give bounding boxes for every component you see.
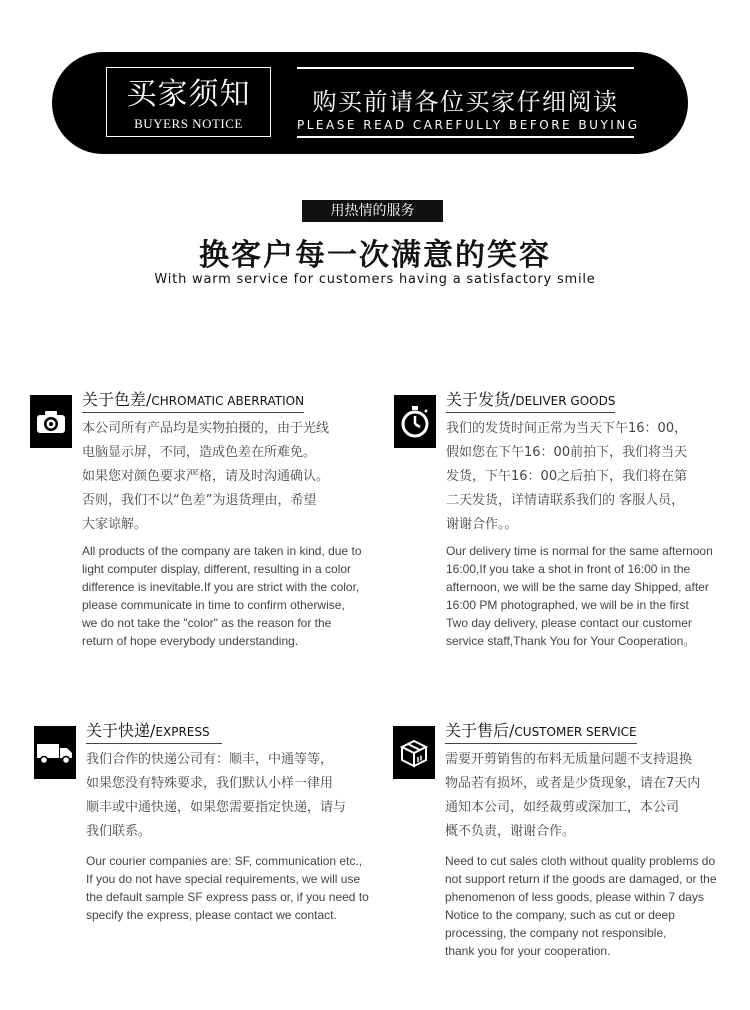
camera-icon — [30, 395, 72, 448]
section-body-en — [82, 542, 382, 650]
body-line: Need to cut sales cloth without quality problems do — [445, 854, 716, 868]
body-line: 否则，我们不以“色差”为退货理由，希望 — [82, 493, 317, 508]
section-title-en: CUSTOMER SERVICE — [514, 725, 637, 739]
section-body-cn — [86, 748, 376, 844]
section-body-en — [446, 542, 746, 650]
body-line: we do not take the "color" as the reason for the — [82, 616, 332, 630]
body-line: Two day delivery, please contact our customer — [446, 616, 692, 630]
section-body-en — [445, 852, 745, 960]
body-line: 16:00 PM photographed, we will be in the first — [446, 598, 689, 612]
body-line: 电脑显示屏，不同，造成色差在所难免。 — [82, 445, 317, 460]
section-body-cn — [445, 748, 735, 844]
body-line: 我们合作的快递公司有：顺丰，中通等等， — [86, 752, 334, 767]
service-pill-label: 用热情的服务 — [302, 200, 443, 222]
banner-title-cn: 买家须知 — [126, 77, 251, 112]
banner-divider-top — [297, 67, 634, 69]
body-line: If you do not have special requirements, we will use — [86, 872, 361, 886]
body-line: specify the express, please contact we contact. — [86, 908, 337, 922]
section-title — [445, 718, 637, 744]
body-line: 发货，下午16：00之后拍下，我们将在第 — [446, 469, 688, 484]
body-line: return of hope everybody understanding. — [82, 634, 299, 648]
stopwatch-icon — [394, 395, 436, 448]
body-line: afternoon, we will be the same day Shipped, after — [446, 580, 709, 594]
section-body-en — [86, 852, 386, 924]
buyers-notice-banner — [52, 52, 688, 154]
body-line: 如果您没有特殊要求，我们默认小样一律用 — [86, 776, 334, 791]
section-title-cn: 关于售后/ — [445, 721, 515, 740]
section-title — [446, 387, 615, 413]
section-title — [82, 387, 304, 413]
body-line: 顺丰或中通快递，如果您需要指定快递，请与 — [86, 800, 347, 815]
body-line: 假如您在下午16：00前拍下，我们将当天 — [446, 445, 688, 460]
body-line: 本公司所有产品均是实物拍摄的，由于光线 — [82, 421, 330, 436]
body-line: thank you for your cooperation. — [445, 944, 611, 958]
body-line: All products of the company are taken in kind, due to — [82, 544, 362, 558]
body-line: phenomenon of less goods, please within 7 days — [445, 890, 704, 904]
body-line: service staff,Thank You for Your Cooperation。 — [446, 634, 696, 648]
body-line: not support return if the goods are damaged, or the — [445, 872, 717, 886]
body-line: difference is inevitable.If you are strict with the color, — [82, 580, 360, 594]
body-line: Our delivery time is normal for the same afternoon — [446, 544, 713, 558]
body-line: processing, the company not responsible, — [445, 926, 667, 940]
banner-headline-cn: 购买前请各位买家仔细阅读 — [312, 88, 619, 116]
body-line: 16:00,If you take a shot in front of 16:00 in the — [446, 562, 691, 576]
body-line: 如果您对颜色要求严格，请及时沟通确认。 — [82, 469, 330, 484]
section-title-en: DELIVER GOODS — [515, 394, 616, 408]
body-line: 需要开剪销售的布料无质量问题不支持退换 — [445, 752, 693, 767]
body-line: 谢谢合作。。 — [446, 517, 518, 532]
banner-title-en: BUYERS NOTICE — [134, 116, 243, 131]
slogan-subheading-en: With warm service for customers having a satisfactory smile — [154, 272, 596, 287]
body-line: 二天发货，详情请联系我们的 客服人员， — [446, 493, 685, 508]
body-line: Notice to the company, such as cut or deep — [445, 908, 675, 922]
section-title-en: EXPRESS — [155, 725, 210, 739]
body-line: light computer display, different, resulting in a color — [82, 562, 352, 576]
body-line: 通知本公司，如经裁剪或深加工，本公司 — [445, 800, 680, 815]
body-line: 物品若有损坏，或者是少货现象，请在7天内 — [445, 776, 701, 791]
body-line: 我们的发货时间正常为当天下午16：00， — [446, 421, 688, 436]
section-title-cn: 关于快递/ — [86, 721, 156, 740]
section-title-cn: 关于色差/ — [82, 390, 152, 409]
section-title-cn: 关于发货/ — [446, 390, 516, 409]
body-line: please communicate in time to confirm otherwise, — [82, 598, 345, 612]
buyers-notice-label-box — [106, 67, 271, 137]
section-body-cn — [446, 417, 736, 537]
delivery-truck-icon — [34, 726, 76, 779]
body-line: Our courier companies are: SF, communication etc., — [86, 854, 363, 868]
slogan-heading-cn: 换客户每一次满意的笑容 — [199, 238, 551, 273]
body-line: 我们联系。 — [86, 824, 152, 839]
banner-divider-bottom — [297, 136, 634, 138]
banner-headline-en: PLEASE READ CAREFULLY BEFORE BUYING — [297, 118, 640, 132]
body-line: the default sample SF express pass or, if you need to — [86, 890, 369, 904]
body-line: 概不负责，谢谢合作。 — [445, 824, 576, 839]
package-box-icon — [393, 726, 435, 779]
section-title-en: CHROMATIC ABERRATION — [151, 394, 305, 408]
section-title — [86, 718, 222, 744]
body-line: 大家谅解。 — [82, 517, 148, 532]
section-body-cn — [82, 417, 372, 537]
